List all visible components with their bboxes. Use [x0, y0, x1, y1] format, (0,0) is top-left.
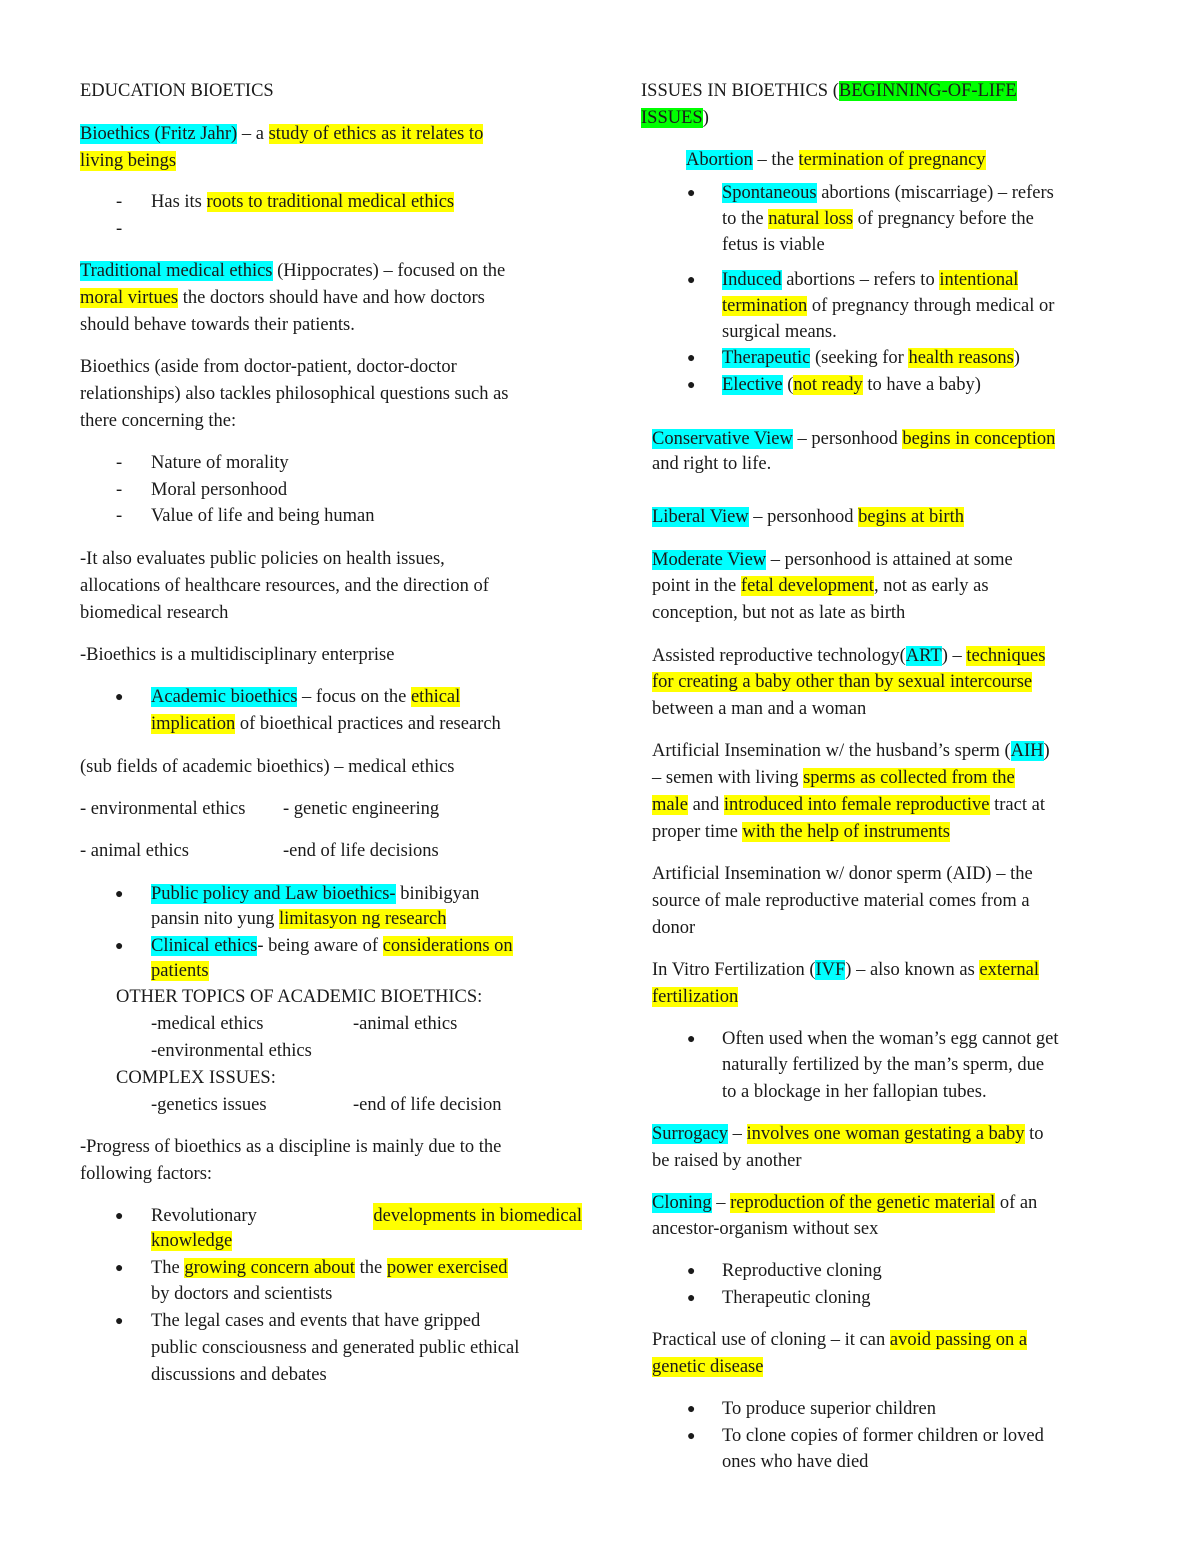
conservative-line1: Conservative View – personhood begins in conception	[652, 429, 1056, 449]
dash-marker: -	[116, 480, 123, 500]
term-induced: Induced	[722, 270, 782, 290]
aside-line2: relationships) also tackles philosophical questions such as	[80, 384, 509, 404]
term-academic-bioethics: Academic bioethics	[151, 687, 298, 707]
highlight-reproduction: reproduction of the genetic material	[730, 1193, 996, 1213]
spontaneous-line2: to the natural loss of pregnancy before the	[722, 209, 1034, 229]
dash-marker: -	[116, 453, 123, 473]
term-liberal-view: Liberal View	[652, 507, 749, 527]
highlight-techniques: techniques	[966, 646, 1046, 666]
practical-item-line1: To clone copies of former children or loved	[722, 1426, 1044, 1446]
question-item: Value of life and being human	[151, 506, 375, 526]
term-conservative-view: Conservative View	[652, 429, 793, 449]
bullet-icon: ●	[687, 1402, 696, 1417]
moderate-line1: Moderate View – personhood is attained at some	[652, 550, 1013, 570]
complex-issues-heading: COMPLEX ISSUES:	[116, 1068, 276, 1088]
roots-item: Has its roots to traditional medical ethics	[151, 192, 455, 212]
highlight-external: external	[979, 960, 1039, 980]
eval-line2: allocations of healthcare resources, and the direction of	[80, 576, 489, 596]
other-topic: -environmental ethics	[151, 1041, 312, 1061]
induced-line2: termination of pregnancy through medical or	[722, 296, 1055, 316]
highlight-introduced: introduced into female reproductive	[723, 795, 990, 815]
bullet-icon: ●	[687, 378, 696, 393]
highlight-instruments: with the help of instruments	[742, 822, 951, 842]
moderate-line2: point in the fetal development, not as early as	[652, 576, 989, 596]
highlight-not-ready: not ready	[793, 375, 863, 395]
other-topic: -animal ethics	[353, 1014, 458, 1034]
public-policy-line2: pansin nito yung limitasyon ng research	[151, 909, 447, 929]
highlight-health-reasons: health reasons	[908, 348, 1014, 368]
bullet-icon: ●	[687, 351, 696, 366]
factor3-line2: public consciousness and generated public ethical	[151, 1338, 520, 1358]
progress-line2: following factors:	[80, 1164, 213, 1184]
question-item: Nature of morality	[151, 453, 289, 473]
aih-line4: proper time with the help of instruments	[652, 822, 951, 842]
therapeutic-line: Therapeutic (seeking for health reasons)	[722, 348, 1020, 368]
term-aih: AIH	[1010, 741, 1044, 761]
highlight-developments: developments in biomedical	[373, 1203, 582, 1230]
dash-marker: -	[116, 506, 123, 526]
bullet-icon: ●	[115, 690, 124, 705]
aih-line2: – semen with living sperms as collected from the	[652, 768, 1015, 788]
bullet-icon: ●	[687, 1429, 696, 1444]
factor3-line3: discussions and debates	[151, 1365, 327, 1385]
progress-line1: -Progress of bioethics as a discipline is mainly due to the	[80, 1137, 502, 1157]
highlight-begins-at-birth: begins at birth	[858, 507, 964, 527]
multidisciplinary-line: -Bioethics is a multidisciplinary enterprise	[80, 645, 395, 665]
highlight-creating-baby: for creating a baby other than by sexual intercourse	[652, 672, 1033, 692]
term-cloning: Cloning	[652, 1193, 712, 1213]
ivf-bullet-line3: to a blockage in her fallopian tubes.	[722, 1082, 987, 1102]
surrogacy-line1: Surrogacy – involves one woman gestating a baby to	[652, 1124, 1044, 1144]
highlight-fertilization: fertilization	[652, 987, 739, 1007]
aih-line3: male and introduced into female reproductive tract at	[652, 795, 1045, 815]
complex-issue: -genetics issues	[151, 1095, 267, 1115]
highlight-considerations: considerations on	[382, 936, 513, 956]
highlight-limitasyon: limitasyon ng research	[278, 909, 447, 929]
bullet-icon: ●	[115, 1261, 124, 1276]
cloning-type: Therapeutic cloning	[722, 1288, 871, 1308]
highlight-natural-loss: natural loss	[768, 209, 854, 229]
academic-line2: implication of bioethical practices and research	[151, 714, 501, 734]
eval-line3: biomedical research	[80, 603, 229, 623]
highlight-fetal-development: fetal development	[740, 576, 874, 596]
highlight-study-of-ethics: study of ethics as it relates to	[268, 124, 484, 144]
ivf-bullet-line1: Often used when the woman’s egg cannot get	[722, 1029, 1059, 1049]
art-line2	[652, 669, 1032, 696]
term-therapeutic: Therapeutic	[722, 348, 811, 368]
practical-item: To produce superior children	[722, 1399, 936, 1419]
bullet-icon: ●	[687, 186, 696, 201]
ivf-line2	[652, 984, 738, 1011]
conservative-line2: and right to life.	[652, 454, 772, 474]
academic-line1: Academic bioethics – focus on the ethical	[151, 687, 461, 707]
cloning-type: Reproductive cloning	[722, 1261, 882, 1281]
highlight-male: male	[652, 795, 688, 815]
dash-marker: -	[116, 192, 123, 212]
bullet-icon: ●	[115, 887, 124, 902]
highlight-beginning-of-life: BEGINNING-OF-LIFE	[838, 81, 1017, 101]
highlight-patients: patients	[151, 961, 209, 981]
term-public-policy: Public policy and Law bioethics-	[151, 884, 396, 904]
cloning-line2: ancestor-organism without sex	[652, 1219, 879, 1239]
spontaneous-line3: fetus is viable	[722, 235, 825, 255]
highlight-intentional: intentional	[939, 270, 1019, 290]
subfields-line: (sub fields of academic bioethics) – medical ethics	[80, 757, 455, 777]
aside-line3: there concerning the:	[80, 411, 237, 431]
practical-line2	[652, 1354, 763, 1381]
trad-line3: should behave towards their patients.	[80, 315, 355, 335]
highlight-avoid-passing: avoid passing on a	[889, 1330, 1028, 1350]
highlight-roots: roots to traditional medical ethics	[206, 192, 455, 212]
bullet-icon: ●	[115, 939, 124, 954]
practical-line1: Practical use of cloning – it can avoid passing on a	[652, 1330, 1028, 1350]
term-spontaneous: Spontaneous	[722, 183, 817, 203]
liberal-line: Liberal View – personhood begins at birth	[652, 507, 964, 527]
complex-issue: -end of life decision	[353, 1095, 502, 1115]
factor1-line1: Revolutionary developments in biomedical	[151, 1203, 582, 1230]
eval-line1: -It also evaluates public policies on health issues,	[80, 549, 445, 569]
induced-line3: surgical means.	[722, 322, 837, 342]
aih-line1: Artificial Insemination w/ the husband’s sperm (AIH)	[652, 741, 1050, 761]
aid-line1: Artificial Insemination w/ donor sperm (AID) – the	[652, 864, 1033, 884]
right-title-line2: ISSUES)	[641, 108, 709, 128]
term-surrogacy: Surrogacy	[652, 1124, 729, 1144]
bullet-icon: ●	[687, 273, 696, 288]
spontaneous-line1: Spontaneous abortions (miscarriage) – refers	[722, 183, 1054, 203]
term-bioethics: Bioethics (Fritz Jahr)	[80, 124, 238, 144]
induced-line1: Induced abortions – refers to intentional	[722, 270, 1019, 290]
bullet-icon: ●	[687, 1291, 696, 1306]
highlight-power-exercised: power exercised	[386, 1258, 508, 1278]
bullet-icon: ●	[687, 1264, 696, 1279]
highlight-living-beings: living beings	[80, 151, 177, 171]
highlight-sperms-collected: sperms as collected from the	[803, 768, 1015, 788]
bullet-icon: ●	[115, 1314, 124, 1329]
practical-item-line2: ones who have died	[722, 1452, 869, 1472]
highlight-ethical: ethical	[410, 687, 461, 707]
subfield-animal: - animal ethics	[80, 841, 189, 861]
subfield-gen: - genetic engineering	[283, 799, 440, 819]
term-clinical-ethics: Clinical ethics	[151, 936, 258, 956]
trad-line1: Traditional medical ethics (Hippocrates) – focused on the	[80, 261, 506, 281]
term-elective: Elective	[722, 375, 783, 395]
highlight-moral-virtues: moral virtues	[80, 288, 179, 308]
left-title: EDUCATION BIOETICS	[80, 81, 274, 101]
highlight-issues: ISSUES	[641, 108, 703, 128]
aid-line3: donor	[652, 918, 696, 938]
cloning-line1: Cloning – reproduction of the genetic material of an	[652, 1193, 1038, 1213]
highlight-genetic-disease: genetic disease	[652, 1357, 764, 1377]
term-abortion: Abortion	[686, 150, 753, 170]
highlight-gestating: involves one woman gestating a baby	[746, 1124, 1025, 1144]
factor1-line2	[151, 1228, 232, 1255]
art-line3: between a man and a woman	[652, 699, 867, 719]
empty-dash-item: -	[116, 219, 123, 239]
subfield-env: - environmental ethics	[80, 799, 246, 819]
other-topics-heading: OTHER TOPICS OF ACADEMIC BIOETHICS:	[116, 987, 483, 1007]
question-item: Moral personhood	[151, 480, 288, 500]
clinical-line2	[151, 958, 209, 985]
bullet-icon: ●	[115, 1209, 124, 1224]
moderate-line3: conception, but not as late as birth	[652, 603, 906, 623]
factor3-line1: The legal cases and events that have gripped	[151, 1311, 481, 1331]
right-title-line1: ISSUES IN BIOETHICS (BEGINNING-OF-LIFE	[641, 81, 1017, 101]
bioethics-definition-line1: Bioethics (Fritz Jahr) – a study of ethics as it relates to	[80, 124, 484, 144]
surrogacy-line2: be raised by another	[652, 1151, 802, 1171]
highlight-knowledge: knowledge	[151, 1231, 233, 1251]
bioethics-definition-line2	[80, 148, 176, 175]
term-ivf: IVF	[815, 960, 846, 980]
trad-line2: moral virtues the doctors should have and how doctors	[80, 288, 485, 308]
factor2-line1: The growing concern about the power exercised	[151, 1258, 508, 1278]
clinical-line1: Clinical ethics- being aware of considerations on	[151, 936, 513, 956]
highlight-termination-of-pregnancy: termination of pregnancy	[798, 150, 986, 170]
bullet-icon: ●	[687, 1032, 696, 1047]
elective-line: Elective (not ready to have a baby)	[722, 375, 981, 395]
highlight-begins-in-conception: begins in conception	[902, 429, 1056, 449]
term-moderate-view: Moderate View	[652, 550, 767, 570]
public-policy-line1: Public policy and Law bioethics- binibigyan	[151, 884, 480, 904]
subfield-eol: -end of life decisions	[283, 841, 439, 861]
abortion-line: Abortion – the termination of pregnancy	[686, 150, 986, 170]
term-art: ART	[905, 646, 942, 666]
aid-line2: source of male reproductive material comes from a	[652, 891, 1030, 911]
highlight-growing-concern: growing concern about	[184, 1258, 355, 1278]
ivf-line1: In Vitro Fertilization (IVF) – also known as external	[652, 960, 1039, 980]
aside-line1: Bioethics (aside from doctor-patient, doctor-doctor	[80, 357, 457, 377]
term-traditional-medical-ethics: Traditional medical ethics	[80, 261, 273, 281]
ivf-bullet-line2: naturally fertilized by the man’s sperm, due	[722, 1055, 1045, 1075]
highlight-implication: implication	[151, 714, 236, 734]
art-line1: Assisted reproductive technology(ART) – techniques	[652, 646, 1046, 666]
factor2-line2: by doctors and scientists	[151, 1284, 333, 1304]
highlight-termination: termination	[722, 296, 808, 316]
other-topic: -medical ethics	[151, 1014, 264, 1034]
